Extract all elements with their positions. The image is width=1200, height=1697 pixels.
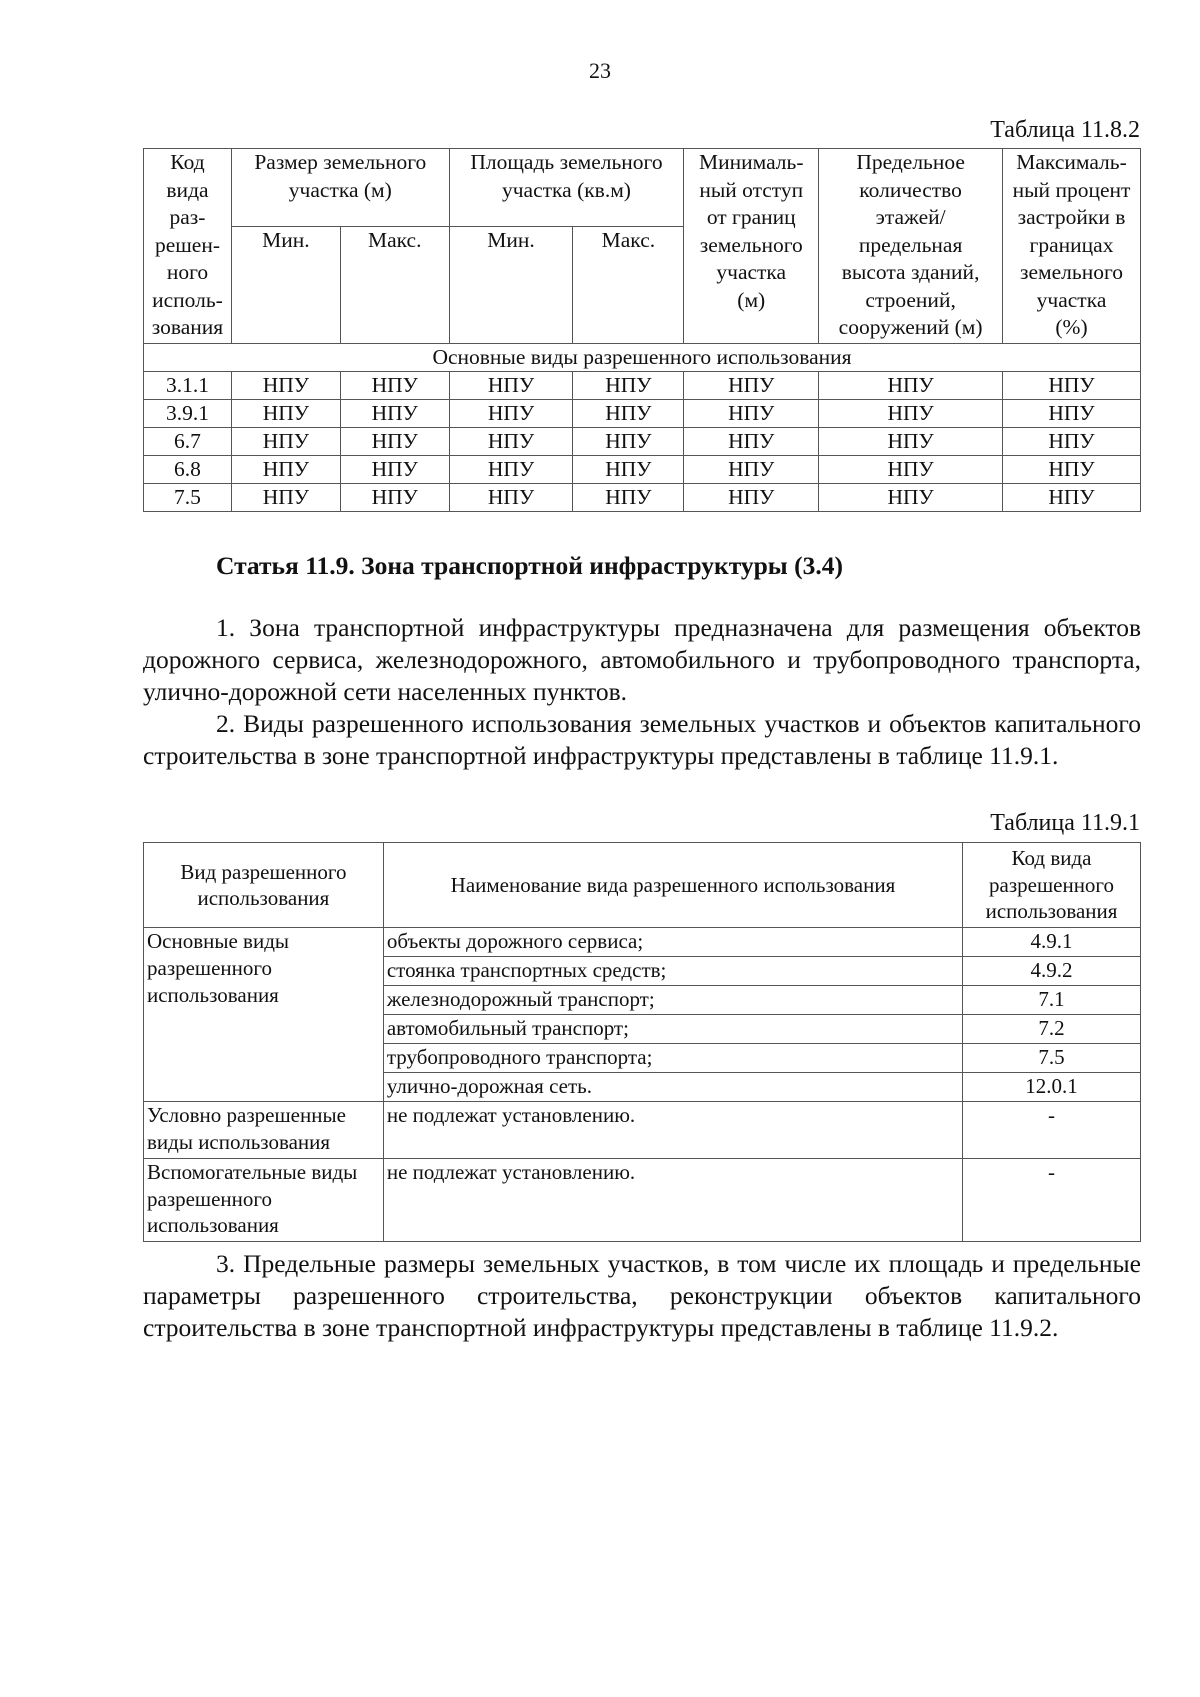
- conditional-label: Условно разрешенные виды использования: [144, 1102, 384, 1159]
- usage-code: 12.0.1: [963, 1073, 1141, 1102]
- value-cell: НПУ: [231, 428, 340, 456]
- paragraph-3: 3. Предельные размеры земельных участков, в том числе их площадь и предельные параметры разрешенного строительства, реконструкции объектов капитального строительства в зоне транспортной инфраструктуры представлены в таблице 11.9.2.: [143, 1249, 1141, 1342]
- value-cell: НПУ: [340, 372, 449, 400]
- value-cell: НПУ: [449, 400, 573, 428]
- usage-code: 7.2: [963, 1015, 1141, 1044]
- value-cell: НПУ: [573, 400, 684, 428]
- value-cell: НПУ: [573, 372, 684, 400]
- value-cell: НПУ: [684, 428, 819, 456]
- header-area: Площадь земельного участка (кв.м): [449, 149, 684, 227]
- paragraph-1: 1. Зона транспортной инфраструктуры предназначена для размещения объектов дорожного сервиса, железнодорожного, автомобильного и трубопроводного транспорта, улично-дорожной сети населенных пунктов.: [143, 613, 1141, 706]
- value-cell: НПУ: [340, 484, 449, 512]
- usage-name: объекты дорожного сервиса;: [383, 928, 962, 957]
- value-cell: НПУ: [340, 456, 449, 484]
- header-kind: Вид разрешенного использования: [144, 843, 384, 928]
- usage-types-table: [143, 842, 1141, 1242]
- code-cell: 7.5: [144, 484, 232, 512]
- value-cell: НПУ: [819, 372, 1003, 400]
- paragraph-2: 2. Виды разрешенного использования земельных участков и объектов капитального строительства в зоне транспортной инфраструктуры представлены в таблице 11.9.1.: [143, 709, 1141, 770]
- auxiliary-code: -: [963, 1159, 1141, 1242]
- header-percent: Максималь- ный процент застройки в границах земельного участка (%): [1003, 149, 1141, 344]
- table-row: [144, 484, 1141, 512]
- value-cell: НПУ: [684, 400, 819, 428]
- value-cell: НПУ: [819, 484, 1003, 512]
- page-number: 23: [589, 58, 611, 83]
- value-cell: НПУ: [819, 456, 1003, 484]
- usage-name: трубопроводного транспорта;: [383, 1044, 962, 1073]
- header-area-max: Макс.: [573, 227, 684, 344]
- header-usage-code: Код вида разрешенного использования: [963, 843, 1141, 928]
- value-cell: НПУ: [1003, 484, 1141, 512]
- value-cell: НПУ: [449, 484, 573, 512]
- value-cell: НПУ: [231, 456, 340, 484]
- table-row: [144, 428, 1141, 456]
- usage-code: 4.9.2: [963, 957, 1141, 986]
- value-cell: НПУ: [449, 428, 573, 456]
- code-cell: 3.9.1: [144, 400, 232, 428]
- code-cell: 6.7: [144, 428, 232, 456]
- main-types-label: Основные виды разрешенного использования: [144, 928, 384, 1102]
- usage-name: железнодорожный транспорт;: [383, 986, 962, 1015]
- value-cell: НПУ: [684, 456, 819, 484]
- value-cell: НПУ: [684, 372, 819, 400]
- value-cell: НПУ: [340, 428, 449, 456]
- auxiliary-name: не подлежат установлению.: [383, 1159, 962, 1242]
- table-row: [144, 372, 1141, 400]
- usage-name: улично-дорожная сеть.: [383, 1073, 962, 1102]
- table-row: [144, 928, 1141, 957]
- header-size-max: Макс.: [340, 227, 449, 344]
- header-size: Размер земельного участка (м): [231, 149, 449, 227]
- conditional-name: не подлежат установлению.: [383, 1102, 962, 1159]
- header-name: Наименование вида разрешенного использования: [383, 843, 962, 928]
- value-cell: НПУ: [231, 372, 340, 400]
- value-cell: НПУ: [819, 428, 1003, 456]
- article-title: Статья 11.9. Зона транспортной инфраструктуры (3.4): [216, 551, 843, 580]
- value-cell: НПУ: [573, 428, 684, 456]
- conditional-code: -: [963, 1102, 1141, 1159]
- usage-code: 7.1: [963, 986, 1141, 1015]
- table-row: [144, 456, 1141, 484]
- value-cell: НПУ: [1003, 372, 1141, 400]
- usage-name: автомобильный транспорт;: [383, 1015, 962, 1044]
- usage-code: 4.9.1: [963, 928, 1141, 957]
- value-cell: НПУ: [573, 456, 684, 484]
- value-cell: НПУ: [684, 484, 819, 512]
- table-caption: Таблица 11.8.2: [990, 117, 1140, 143]
- usage-name: стоянка транспортных средств;: [383, 957, 962, 986]
- header-floors: Предельное количество этажей/ предельная высота зданий, строений, сооружений (м): [819, 149, 1003, 344]
- value-cell: НПУ: [1003, 428, 1141, 456]
- value-cell: НПУ: [573, 484, 684, 512]
- table-row: [144, 400, 1141, 428]
- header-code: Код вида раз- решен- ного исполь- зования: [144, 149, 232, 344]
- code-cell: 3.1.1: [144, 372, 232, 400]
- header-size-min: Мин.: [231, 227, 340, 344]
- value-cell: НПУ: [449, 456, 573, 484]
- value-cell: НПУ: [340, 400, 449, 428]
- header-area-min: Мин.: [449, 227, 573, 344]
- value-cell: НПУ: [231, 484, 340, 512]
- value-cell: НПУ: [231, 400, 340, 428]
- limits-table: [143, 148, 1141, 512]
- header-offset: Минималь- ный отступ от границ земельного участка (м): [684, 149, 819, 344]
- code-cell: 6.8: [144, 456, 232, 484]
- table-caption-2: Таблица 11.9.1: [990, 810, 1140, 836]
- section-row: Основные виды разрешенного использования: [144, 344, 1141, 372]
- value-cell: НПУ: [449, 372, 573, 400]
- value-cell: НПУ: [1003, 456, 1141, 484]
- usage-code: 7.5: [963, 1044, 1141, 1073]
- value-cell: НПУ: [1003, 400, 1141, 428]
- auxiliary-label: Вспомогательные виды разрешенного использования: [144, 1159, 384, 1242]
- value-cell: НПУ: [819, 400, 1003, 428]
